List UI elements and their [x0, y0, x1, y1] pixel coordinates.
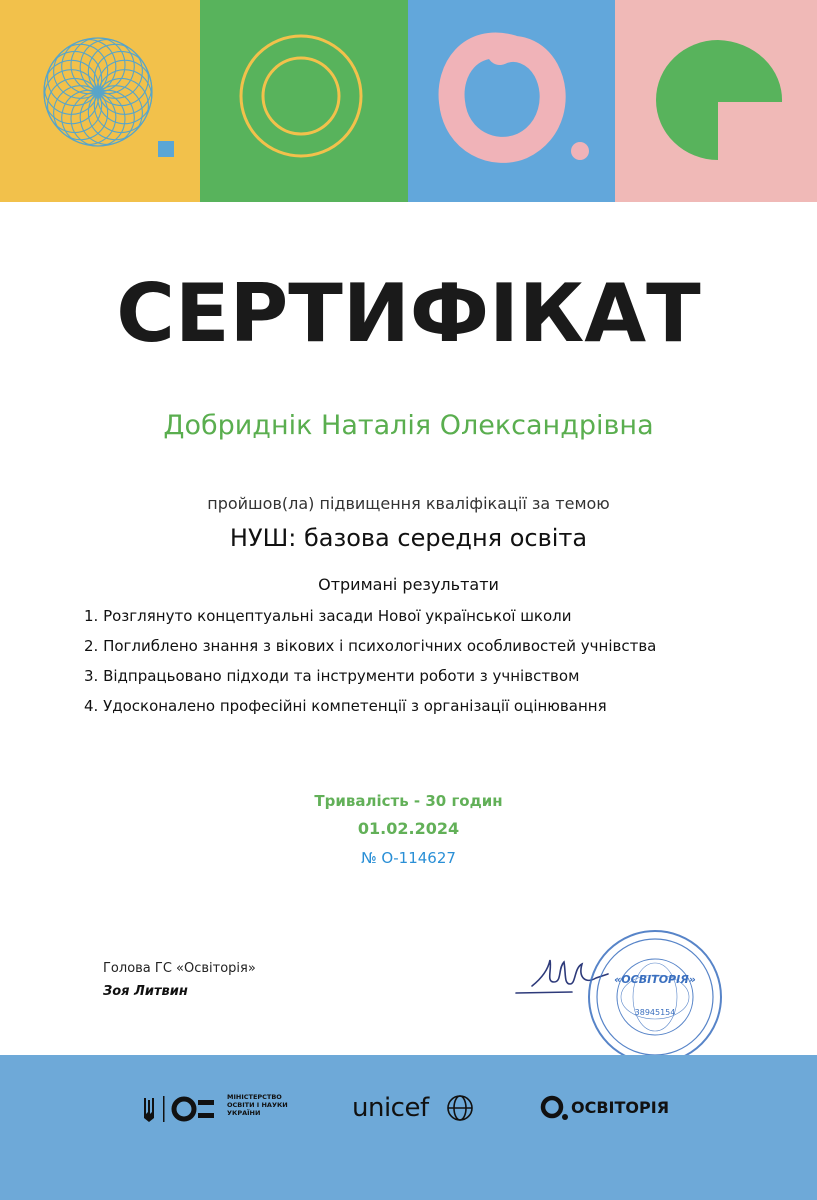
organization-stamp: [585, 927, 725, 1067]
recipient-name: Добриднік Наталія Олександрівна: [163, 410, 654, 441]
issue-date: 01.02.2024: [357, 819, 460, 838]
unicef-logo-text: unicef: [352, 1093, 429, 1123]
results-list: [84, 606, 784, 726]
ukraine-trident-icon: [144, 1098, 154, 1122]
concentric-rings-icon: [241, 36, 361, 156]
osvitoria-logo-text: ОСВІТОРІЯ: [571, 1098, 670, 1117]
result-item: 4. Удосконалено професійні компетенції з організації оцінювання: [84, 697, 607, 715]
certificate-number: № О-114627: [361, 849, 456, 867]
result-item: 1. Розглянуто концептуальні засади Нової української школи: [84, 607, 572, 625]
stamp-code: 38945154: [634, 1008, 676, 1017]
spirograph-flower-icon: [38, 32, 159, 152]
signatory-name: Зоя Литвин: [103, 984, 188, 999]
stamp-center-text: «ОСВІТОРІЯ»: [614, 973, 696, 986]
signatory-role: Голова ГС «Освіторія»: [103, 961, 256, 976]
duration: Тривалість - 30 годин: [314, 792, 503, 810]
brush-circle-icon: [452, 46, 553, 150]
pie-quarter-icon: [718, 40, 782, 160]
header-banner: [0, 0, 817, 202]
lead-text: пройшов(ла) підвищення кваліфікації за темою: [207, 494, 610, 513]
course-topic: НУШ: базова середня освіта: [229, 524, 588, 552]
footer-band: [0, 1055, 817, 1200]
ministry-name: МІНІСТЕРСТВО ОСВІТИ І НАУКИ УКРАЇНИ: [227, 1093, 288, 1117]
certificate-title: СЕРТИФІКАТ: [116, 267, 701, 360]
banner-art: [0, 0, 817, 202]
osvitoria-logo-icon: [540, 1094, 570, 1124]
unicef-globe-icon: [445, 1093, 475, 1123]
results-heading: Отримані результати: [318, 575, 499, 594]
blue-square-dot: [158, 141, 174, 157]
ministry-logo-icon: [138, 1092, 226, 1126]
result-item: 3. Відпрацьовано підходи та інструменти роботи з учнівством: [84, 667, 580, 685]
pink-dot: [571, 142, 589, 160]
result-item: 2. Поглиблено знання з вікових і психологічних особливостей учнівства: [84, 637, 657, 655]
